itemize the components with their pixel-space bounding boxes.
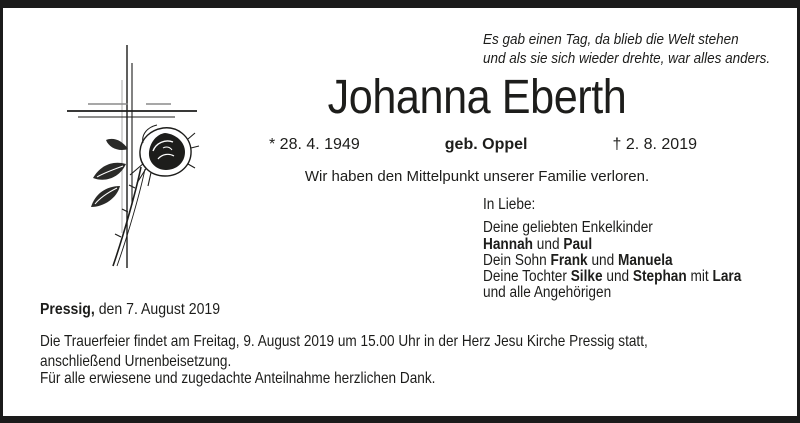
epigraph-line-1: Es gab einen Tag, da blieb die Welt stehen	[483, 32, 739, 48]
deceased-name: Johanna Eberth	[327, 71, 627, 124]
thanks-line: Für alle erwiesene und zugedachte Anteilnahme herzlichen Dank.	[40, 370, 436, 387]
announcement-line-2: anschließend Urnenbeisetzung.	[40, 352, 232, 370]
epigraph-line-2: und als sie sich wieder drehte, war alles anders.	[483, 51, 771, 67]
life-dates-row	[269, 135, 697, 155]
announcement-line-1: Die Trauerfeier findet am Freitag, 9. August 2019 um 15.00 Uhr in der Herz Jesu Kirche Pressig statt,	[40, 333, 648, 350]
birth-date: * 28. 4. 1949	[269, 136, 360, 153]
rose-icon	[91, 125, 199, 266]
epigraph	[483, 31, 770, 69]
mourners-lines	[483, 220, 741, 301]
mourners-intro: In Liebe:	[483, 196, 536, 213]
cross-and-rose-art	[40, 36, 240, 281]
mourner-line: und alle Angehörigen	[483, 284, 612, 302]
mourner-line: Hannah und Paul	[483, 235, 593, 253]
funeral-announcement	[40, 332, 648, 371]
dateline-place: Pressig,	[40, 301, 95, 318]
mourner-line: Deine Tochter Silke und Stephan mit Lara	[483, 268, 742, 286]
sympathy-line: Wir haben den Mittelpunkt unserer Familie verloren.	[304, 168, 650, 185]
dateline	[40, 300, 220, 320]
death-date: † 2. 8. 2019	[612, 136, 697, 153]
maiden-name: geb. Oppel	[444, 136, 528, 153]
mourner-line: Dein Sohn Frank und Manuela	[483, 251, 673, 269]
mourner-line: Deine geliebten Enkelkinder	[483, 219, 653, 237]
dateline-date: den 7. August 2019	[94, 301, 221, 318]
mourners-block	[483, 197, 741, 302]
